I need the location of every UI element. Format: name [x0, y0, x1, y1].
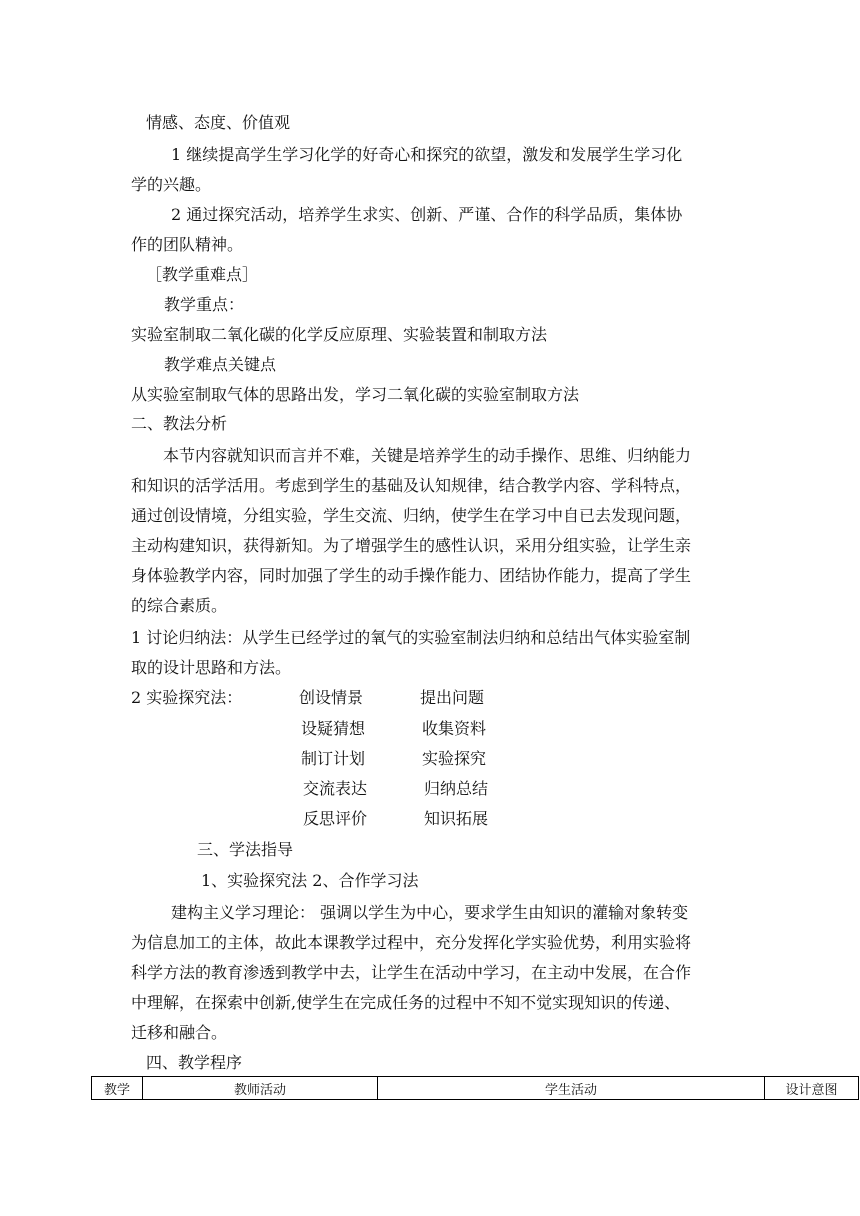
method-analysis-heading: 二、教法分析 — [131, 414, 228, 433]
key-points-text: 实验室制取二氧化碳的化学反应原理、实验装置和制取方法 — [131, 325, 548, 344]
goal-2-line-1: 2 通过探究活动，培养学生求实、创新、严谨、合作的科学品质，集体协 — [171, 205, 683, 224]
procedure-heading: 四、教学程序 — [146, 1053, 243, 1072]
inquiry-step: 归纳总结 — [424, 779, 489, 798]
difficulty-label: 教学难点关键点 — [164, 355, 277, 374]
method-para-line: 通过创设情境，分组实验，学生交流、归纳，使学生在学习中自已去发现问题， — [131, 506, 692, 525]
inquiry-step: 提出问题 — [420, 688, 485, 707]
column-header: 教师活动 — [143, 1077, 378, 1100]
procedure-table — [91, 1076, 859, 1100]
theory-line: 迁移和融合。 — [131, 1023, 228, 1042]
method-para-line: 主动构建知识，获得新知。为了增强学生的感性认识，采用分组实验，让学生亲 — [131, 536, 692, 555]
inquiry-step: 收集资料 — [422, 719, 487, 738]
key-points-heading: ［教学重难点］ — [146, 265, 259, 284]
theory-line: 建构主义学习理论： 强调以学生为中心，要求学生由知识的灌输对象转变 — [171, 903, 689, 922]
study-methods: 1、实验探究法 2、合作学习法 — [201, 871, 419, 890]
method-para-line: 身体验教学内容，同时加强了学生的动手操作能力、团结协作能力，提高了学生 — [131, 566, 692, 585]
method-item-1-line-1: 1 讨论归纳法：从学生已经学过的氧气的实验室制法归纳和总结出气体实验室制 — [131, 628, 691, 647]
difficulty-text: 从实验室制取气体的思路出发，学习二氧化碳的实验室制取方法 — [131, 385, 580, 404]
inquiry-step: 反思评价 — [303, 809, 368, 828]
key-points-label: 教学重点： — [164, 295, 245, 314]
goal-1-line-2: 学的兴趣。 — [131, 175, 212, 194]
goal-1-line-1: 1 继续提高学生学习化学的好奇心和探究的欲望，激发和发展学生学习化 — [171, 145, 683, 164]
theory-line: 为信息加工的主体，故此本课教学过程中，充分发挥化学实验优势，利用实验将 — [131, 933, 692, 952]
method-item-2-label: 2 实验探究法： — [131, 688, 243, 707]
theory-line: 中理解，在探索中创新,使学生在完成任务的过程中不知不觉实现知识的传递、 — [131, 993, 681, 1012]
inquiry-step: 交流表达 — [303, 779, 368, 798]
method-para-line: 和知识的活学活用。考虑到学生的基础及认知规律，结合教学内容、学科特点， — [131, 476, 692, 495]
inquiry-step: 设疑猜想 — [301, 719, 366, 738]
column-header: 学生活动 — [378, 1077, 765, 1100]
goal-2-line-2: 作的团队精神。 — [131, 235, 244, 254]
procedure-table-header — [92, 1077, 859, 1100]
inquiry-step: 实验探究 — [422, 749, 487, 768]
method-item-1-line-2: 取的设计思路和方法。 — [131, 658, 292, 677]
method-para-line: 本节内容就知识而言并不难，关键是培养学生的动手操作、思维、归纳能力 — [163, 446, 692, 465]
study-guidance-heading: 三、学法指导 — [197, 840, 294, 859]
inquiry-step: 制订计划 — [301, 749, 366, 768]
method-para-line: 的综合素质。 — [131, 596, 228, 615]
inquiry-step: 创设情景 — [299, 688, 364, 707]
column-header: 设计意图 — [765, 1077, 859, 1100]
affective-heading: 情感、态度、价值观 — [146, 113, 291, 132]
column-header: 教学 — [92, 1077, 143, 1100]
theory-line: 科学方法的教育渗透到教学中去，让学生在活动中学习，在主动中发展，在合作 — [131, 963, 692, 982]
inquiry-step: 知识拓展 — [424, 809, 489, 828]
